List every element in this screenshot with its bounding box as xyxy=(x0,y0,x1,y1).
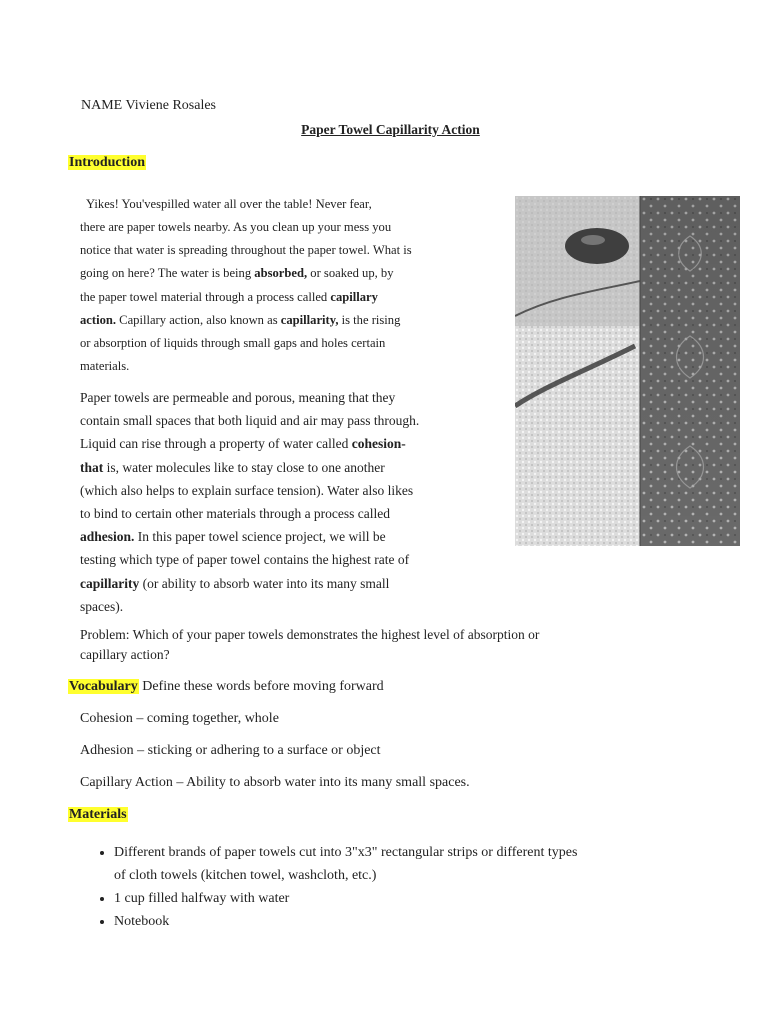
intro-p2-line: to bind to certain other materials through a process called xyxy=(80,506,391,522)
introduction-heading-text: Introduction xyxy=(69,155,145,170)
term-capillary: capillary xyxy=(330,289,378,304)
vocab-item-cohesion: Cohesion – coming together, whole xyxy=(80,711,279,726)
introduction-heading xyxy=(68,155,146,171)
document-title-container xyxy=(0,122,768,138)
intro-p1-line: there are paper towels nearby. As you clean up your mess you xyxy=(80,220,392,234)
vocabulary-heading xyxy=(68,679,384,695)
term-absorbed: absorbed, xyxy=(254,266,308,281)
intro-p1-line: notice that water is spreading throughout the paper towel. What is xyxy=(80,243,412,258)
intro-p2-line: Liquid can rise through a property of water called cohesion- xyxy=(80,436,406,452)
term-adhesion: adhesion. xyxy=(80,529,135,545)
problem-line: Problem: Which of your paper towels demonstrates the highest level of absorption or xyxy=(80,627,540,642)
materials-list xyxy=(62,841,577,933)
intro-p1-line: action. Capillary action, also known as capillarity, is the rising xyxy=(80,312,401,327)
name-line: NAME Viviene Rosales xyxy=(81,98,216,113)
document-title: Paper Towel Capillarity Action xyxy=(301,122,480,137)
term-action: action. xyxy=(80,312,117,327)
problem-line: capillary action? xyxy=(80,647,170,662)
materials-heading-text: Materials xyxy=(69,807,127,822)
intro-p1-line: Yikes! You'vespilled water all over the table! Never fear, xyxy=(86,197,372,211)
term-capillarity-2: capillarity xyxy=(80,575,140,591)
intro-p1-line: materials. xyxy=(80,359,130,374)
intro-p2-line: spaces). xyxy=(80,598,124,614)
intro-paragraph-2 xyxy=(80,386,419,618)
intro-p2-line: capillarity (or ability to absorb water into its many small xyxy=(80,575,390,591)
term-that: that xyxy=(80,459,104,475)
intro-p2-line: (which also helps to explain surface tension). Water also likes xyxy=(80,482,414,498)
term-capillarity: capillarity, xyxy=(280,312,339,327)
intro-paragraph-1-body xyxy=(80,216,412,378)
intro-p2-line: adhesion. In this paper towel science project, we will be xyxy=(80,529,386,545)
materials-item: • Notebook xyxy=(114,910,577,933)
materials-item: • Different brands of paper towels cut into 3"x3" rectangular strips or different types of cloth towels (kitchen towel, washcloth, etc.) xyxy=(114,841,577,887)
materials-heading xyxy=(68,807,128,823)
intro-p1-line: or absorption of liquids through small gaps and holes certain xyxy=(80,336,386,351)
intro-p2-line: Paper towels are permeable and porous, meaning that they xyxy=(80,390,396,405)
intro-p2-line: contain small spaces that both liquid and air may pass through. xyxy=(80,413,420,429)
vocab-item-capillary-action: Capillary Action – Ability to absorb water into its many small spaces. xyxy=(80,775,470,790)
vocab-item-adhesion: Adhesion – sticking or adhering to a surface or object xyxy=(80,743,381,758)
intro-p2-line: that is, water molecules like to stay close to one another xyxy=(80,459,385,475)
term-cohesion: cohesion- xyxy=(351,436,406,452)
intro-paragraph-1 xyxy=(86,193,372,216)
intro-p1-line: going on here? The water is being absorbed, or soaked up, by xyxy=(80,266,394,281)
intro-p2-line: testing which type of paper towel contains the highest rate of xyxy=(80,552,410,568)
vocabulary-heading-text: Vocabulary xyxy=(69,679,138,694)
vocabulary-instruction: Define these words before moving forward xyxy=(138,679,384,694)
paper-towel-photo xyxy=(515,196,740,546)
problem-statement xyxy=(80,625,539,665)
intro-p1-line: the paper towel material through a process called capillary xyxy=(80,289,378,304)
materials-item: • 1 cup filled halfway with water xyxy=(114,887,577,910)
